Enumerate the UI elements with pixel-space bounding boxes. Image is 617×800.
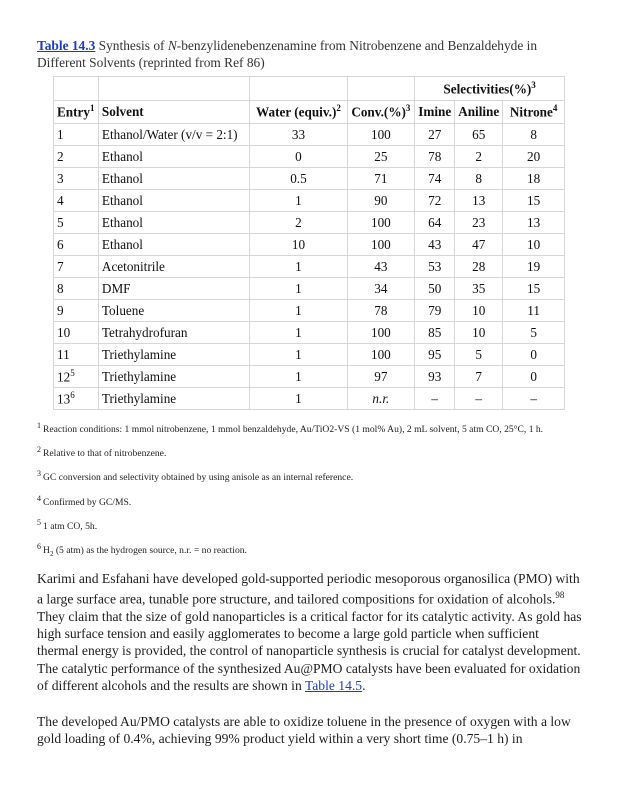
cell-conv: 25 [347, 146, 415, 168]
table-caption [37, 37, 582, 71]
cell-water: 0 [250, 146, 347, 168]
cell-aniline: 65 [455, 124, 503, 146]
cell-nitrone: 15 [503, 190, 565, 212]
cell-aniline: – [455, 388, 503, 410]
table-ref-link[interactable]: Table 14.3 [37, 38, 96, 53]
cell-imine: 79 [415, 300, 455, 322]
cell-imine: 85 [415, 322, 455, 344]
table-14-5-link[interactable]: Table 14.5 [304, 677, 363, 693]
cell-entry: 9 [54, 300, 99, 322]
cell-nitrone: 10 [503, 234, 565, 256]
citation-98: 98 [555, 590, 565, 601]
cell-solvent: Triethylamine [98, 366, 249, 388]
header-aniline: Aniline [455, 101, 503, 124]
table-row [54, 124, 565, 146]
footnote-5: $^5$ 1 atm CO, 5h. [37, 517, 98, 532]
cell-conv: 78 [347, 300, 415, 322]
table-row [54, 256, 565, 278]
cell-nitrone: 0 [503, 344, 565, 366]
cell-aniline: 47 [455, 234, 503, 256]
cell-solvent: DMF [98, 278, 249, 300]
cell-imine: 50 [415, 278, 455, 300]
cell-nitrone: – [503, 388, 565, 410]
cell-entry: 6 [54, 234, 99, 256]
cell-nitrone: 11 [503, 300, 565, 322]
cell-water: 1 [250, 278, 347, 300]
table-group-header-row [54, 77, 565, 101]
cell-water: 0.5 [250, 168, 347, 190]
table-row [54, 388, 565, 410]
cell-entry: 10 [54, 322, 99, 344]
cell-water: 1 [250, 190, 347, 212]
table-row [54, 366, 565, 388]
cell-entry: 8 [54, 278, 99, 300]
table-row [54, 344, 565, 366]
cell-conv: 100 [347, 322, 415, 344]
body-paragraph-1: Karimi and Esfahani have developed gold-supported periodic mesoporous organosilica (PMO) with a large surface area, tunable pore structure, and tailored compositions for oxidation of alcohols.$^{98}$ They claim that the size of gold nanoparticles is a critical factor for its catalytic activity. As gold has high surface tension and easily agglomerates to become a large gold particle when sufficient thermal energy is provided, the control of nanoparticle synthesis is crucial for catalyst development. The catalytic performance of the synthesized Au@PMO catalysts have been evaluated for oxidation of different alcohols and the results are shown in Table 14.5. [37, 571, 582, 693]
cell-aniline: 10 [455, 322, 503, 344]
cell-water: 1 [250, 322, 347, 344]
cell-aniline: 5 [455, 344, 503, 366]
cell-water: 1 [250, 300, 347, 322]
cell-conv: 100 [347, 234, 415, 256]
header-conv: Conv.(%)$^3$ [347, 101, 415, 124]
cell-imine: 53 [415, 256, 455, 278]
cell-entry: $13^6$ [54, 388, 99, 410]
cell-aniline: 13 [455, 190, 503, 212]
header-entry: Entry$^1$ [54, 101, 99, 124]
cell-entry: 3 [54, 168, 99, 190]
cell-conv: 90 [347, 190, 415, 212]
header-imine: Imine [415, 101, 455, 124]
cell-nitrone: 8 [503, 124, 565, 146]
header-solvent: Solvent [98, 101, 249, 124]
cell-water: 1 [250, 256, 347, 278]
cell-entry: 1 [54, 124, 99, 146]
cell-water: 1 [250, 344, 347, 366]
cell-entry: 11 [54, 344, 99, 366]
cell-solvent: Tetrahydrofuran [98, 322, 249, 344]
cell-water: 10 [250, 234, 347, 256]
cell-nitrone: 20 [503, 146, 565, 168]
cell-aniline: 35 [455, 278, 503, 300]
cell-nitrone: 18 [503, 168, 565, 190]
cell-entry: 7 [54, 256, 99, 278]
cell-conv: 100 [347, 344, 415, 366]
cell-imine: 27 [415, 124, 455, 146]
table-row [54, 190, 565, 212]
data-table [53, 76, 565, 410]
cell-solvent: Ethanol [98, 212, 249, 234]
table-row [54, 146, 565, 168]
cell-solvent: Ethanol [98, 146, 249, 168]
cell-aniline: 10 [455, 300, 503, 322]
cell-solvent: Acetonitrile [98, 256, 249, 278]
footnote-2: $^2$ Relative to that of nitrobenzene. [37, 445, 167, 460]
footnote-1: $^1$ Reaction conditions: 1 mmol nitrobenzene, 1 mmol benzaldehyde, Au/TiO2-VS (1 mol% Au), 2 mL solvent, 5 atm CO, 25°C, 1 h. [37, 421, 544, 436]
cell-water: 2 [250, 212, 347, 234]
body-paragraph-2: The developed Au/PMO catalysts are able to oxidize toluene in the presence of oxygen with a low gold loading of 0.4%, achieving 99% product yield within a very short time (0.75–1 h) in [37, 714, 571, 747]
table-row [54, 168, 565, 190]
table-row [54, 234, 565, 256]
table-body [54, 124, 565, 410]
cell-imine: 74 [415, 168, 455, 190]
cell-entry: 5 [54, 212, 99, 234]
cell-conv: 34 [347, 278, 415, 300]
cell-solvent: Ethanol/Water (v/v = 2:1) [98, 124, 249, 146]
cell-entry: 2 [54, 146, 99, 168]
cell-aniline: 8 [455, 168, 503, 190]
cell-entry: 4 [54, 190, 99, 212]
caption-text-b: -benzylidenebenzenamine from Nitrobenzene and Benzaldehyde in Different Solvents (reprinted from Ref 86) [37, 38, 538, 70]
cell-imine: 72 [415, 190, 455, 212]
cell-aniline: 23 [455, 212, 503, 234]
footnote-6: $^6$ $H_2$ (5 atm) as the hydrogen source, n.r. = no reaction. [37, 541, 247, 559]
header-nitrone: Nitrone$^4$ [503, 101, 565, 124]
table-row [54, 300, 565, 322]
cell-solvent: Ethanol [98, 168, 249, 190]
cell-nitrone: 13 [503, 212, 565, 234]
footnotes [37, 419, 582, 568]
cell-entry: $12^5$ [54, 366, 99, 388]
cell-nitrone: 0 [503, 366, 565, 388]
footnote-3: $^3$ GC conversion and selectivity obtained by using anisole as an internal reference. [37, 469, 354, 484]
cell-conv: 97 [347, 366, 415, 388]
table-row [54, 278, 565, 300]
cell-conv: 71 [347, 168, 415, 190]
footnote-4: $^4$ Confirmed by GC/MS. [37, 493, 132, 508]
cell-imine: 43 [415, 234, 455, 256]
cell-nitrone: 5 [503, 322, 565, 344]
cell-solvent: Triethylamine [98, 388, 249, 410]
cell-conv: 100 [347, 212, 415, 234]
cell-water: 1 [250, 388, 347, 410]
cell-solvent: Triethylamine [98, 344, 249, 366]
cell-imine: 93 [415, 366, 455, 388]
cell-nitrone: 15 [503, 278, 565, 300]
header-water: Water (equiv.)$^2$ [250, 101, 347, 124]
cell-aniline: 7 [455, 366, 503, 388]
cell-imine: 78 [415, 146, 455, 168]
cell-imine: 64 [415, 212, 455, 234]
table-header-row [54, 101, 565, 124]
caption-text-a: Synthesis of [95, 38, 168, 53]
caption-italic: N [167, 38, 177, 53]
cell-solvent: Toluene [98, 300, 249, 322]
cell-water: 33 [250, 124, 347, 146]
cell-conv: n.r. [347, 388, 415, 410]
cell-imine: – [415, 388, 455, 410]
cell-solvent: Ethanol [98, 190, 249, 212]
cell-conv: 43 [347, 256, 415, 278]
cell-aniline: 28 [455, 256, 503, 278]
cell-nitrone: 19 [503, 256, 565, 278]
cell-conv: 100 [347, 124, 415, 146]
cell-water: 1 [250, 366, 347, 388]
cell-imine: 95 [415, 344, 455, 366]
cell-aniline: 2 [455, 146, 503, 168]
selectivities-header: Selectivities(%)$^3$ [415, 77, 565, 101]
table-row [54, 322, 565, 344]
cell-solvent: Ethanol [98, 234, 249, 256]
table-row [54, 212, 565, 234]
